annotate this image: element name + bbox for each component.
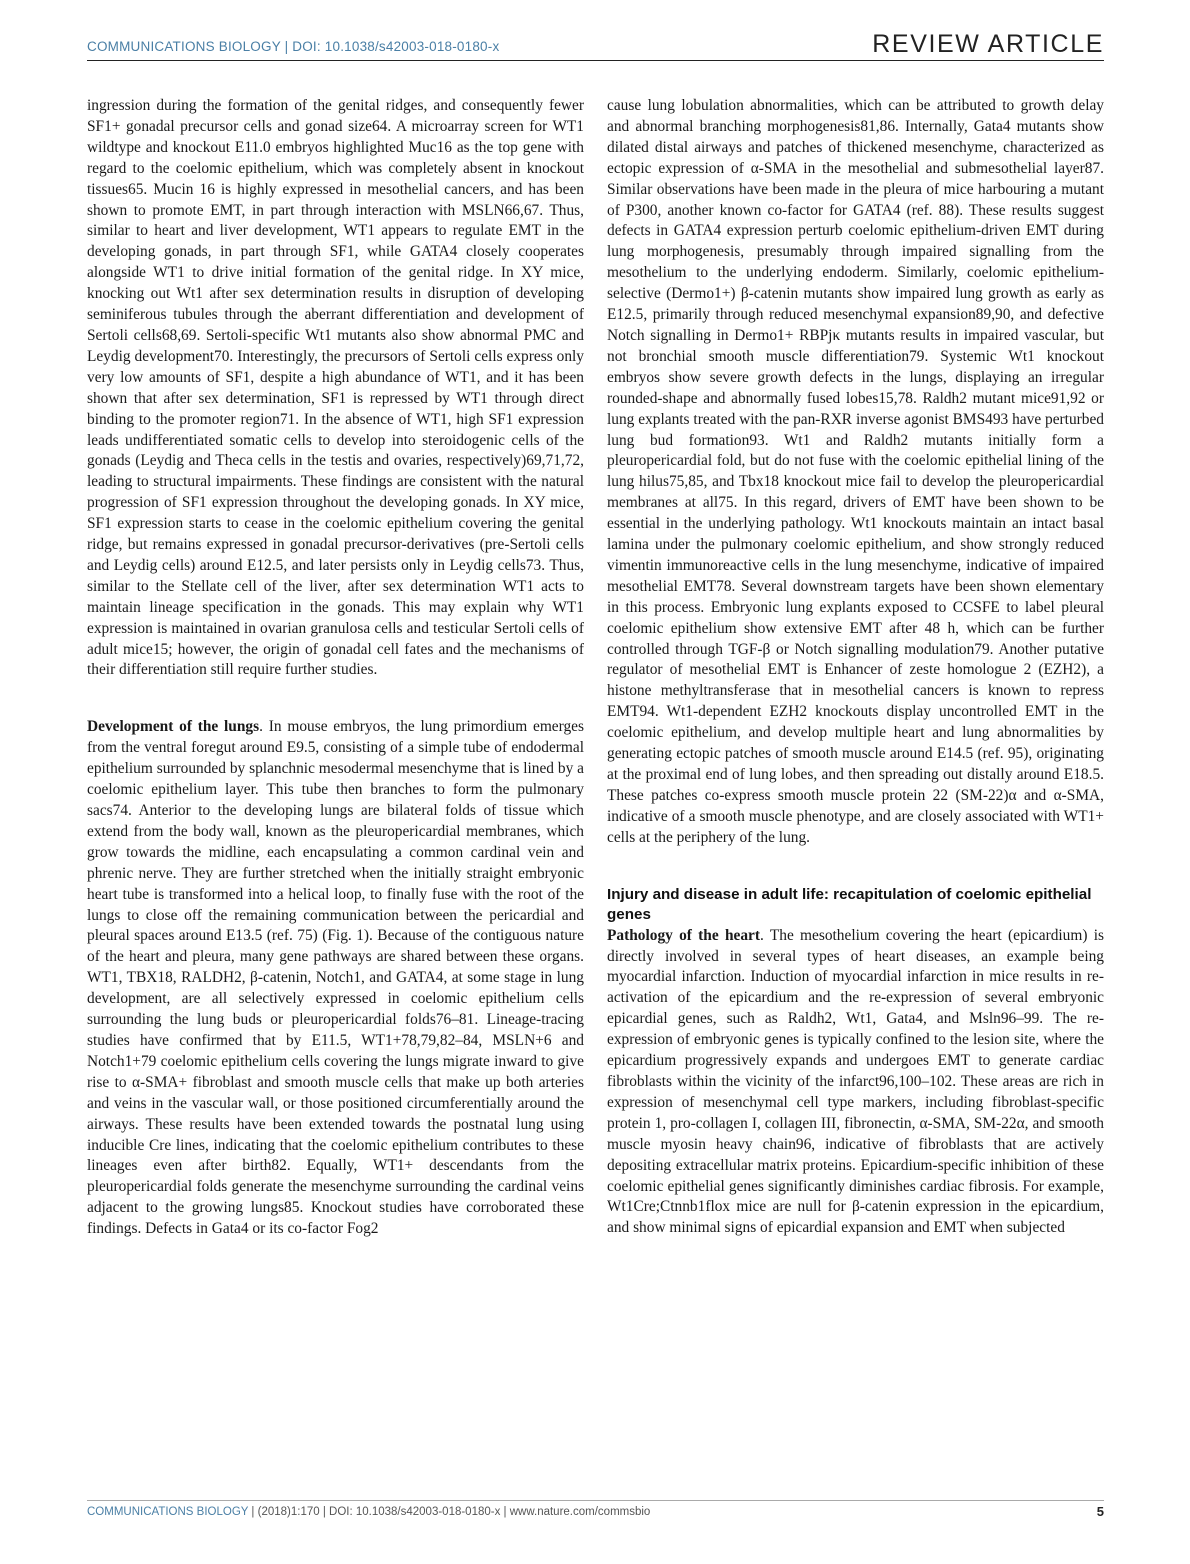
gonad-paragraph: ingression during the formation of the genital ridges, and consequently fewer SF1+ gonadal precursor cells and gonad size64. A microarray screen for WT1 wildtype and knockout E11.0 embryos highlighted Muc16 as the top gene with regard to the coelomic epithelium, which was completely absent in knockout tissues65. Mucin 16 is highly expressed in mesothelial cancers, and has been shown to promote EMT, in part through interaction with MSLN66,67. Thus, similar to heart and liver development, WT1 appears to regulate EMT in the developing gonads, in part through SF1, while GATA4 closely cooperates alongside WT1 to drive initial formation of the genital ridge. In XY mice, knocking out Wt1 after sex determination results in disruption of developing seminiferous tubules through the aberrant differentiation and development of Sertoli cells68,69. Sertoli-specific Wt1 mutants also show abnormal PMC and Leydig development70. Interestingly, the precursors of Sertoli cells express only very low amounts of SF1, despite a high abundance of WT1, and it has been shown that after sex determination, SF1 is repressed by WT1 through direct binding to the promoter region71. In the absence of WT1, high SF1 expression leads undifferentiated somatic cells to develop into steroidogenic cells of the gonads (Leydig and Theca cells in the testis and ovaries, respectively)69,71,72, leading to structural impairments. These findings are consistent with the natural progression of SF1 expression throughout the developing gonads. In XY mice, SF1 expression starts to cease in the coelomic epithelium covering the genital ridge, but remains expressed in gonadal precursor-derivatives (pre-Sertoli cells and Leydig cells) around E12.5, and later persists only in Leydig cells73. Thus, similar to the Stellate cell of the liver, after sex determination WT1 acts to maintain lineage specification in the gonads. This may explain why WT1 expression is maintained in ovarian granulosa cells and testicular Sertoli cells of adult mice15; however, the origin of gonadal cell fates and the mechanisms of their differentiation still require further studies. [87, 97, 584, 679]
lung-development-heading: Development of the lungs [87, 718, 260, 736]
page-footer [87, 1500, 1104, 1523]
footer-journal-name: COMMUNICATIONS BIOLOGY [87, 1506, 249, 1518]
left-column [87, 96, 584, 1240]
page-number: 5 [1096, 1504, 1104, 1519]
heart-pathology-text: . The mesothelium covering the heart (epicardium) is directly involved in several types of heart diseases, an example being myocardial infarction. Induction of myocardial infarction in mice results in re-activation of the epicardium and the re-expression of several embryonic epicardial genes, such as Raldh2, Wt1, Gata4, and Msln96–99. The re-expression of embryonic genes is typically confined to the lesion site, where the epicardium progressively expands and undergoes EMT to generate cardiac fibroblasts within the vicinity of the infarct96,100–102. These areas are rich in expression of mesenchymal cell type markers, including fibroblast-specific protein 1, pro-collagen I, collagen III, fibronectin, α-SMA, SM-22α, and smooth muscle myosin heavy chain96, indicative of fibroblasts that are actively depositing extracellular matrix proteins. Epicardium-specific inhibition of these coelomic epithelial genes significantly diminishes cardiac fibrosis. For example, Wt1Cre;Ctnnb1flox mice are null for β-catenin expression in the epicardium, and show minimal signs of epicardial expansion and EMT when subjected [607, 926, 1105, 1237]
running-head [87, 30, 1104, 61]
article-type-label: REVIEW ARTICLE [872, 30, 1104, 58]
paragraph-gap [87, 681, 584, 717]
section-gap [607, 849, 1104, 885]
footer-citation [87, 1506, 650, 1518]
footer-citation-text: | (2018)1:170 | DOI: 10.1038/s42003-018-0180-x | www.nature.com/commsbio [248, 1506, 651, 1518]
journal-doi-header: COMMUNICATIONS BIOLOGY | DOI: 10.1038/s42003-018-0180-x [87, 39, 500, 54]
lung-development-text: . In mouse embryos, the lung primordium emerges from the ventral foregut around E9.5, consisting of a simple tube of endodermal epithelium surrounded by splanchnic mesodermal mesenchyme that is lined by a coelomic epithelium layer. This tube then branches to form the pulmonary sacs74. Anterior to the developing lungs are bilateral folds of tissue which extend from the body wall, known as the pleuropericardial membranes, which grow towards the midline, each encapsulating a common cardinal vein and phrenic nerve. They are further stretched when the initially straight embryonic heart tube is transformed into a helical loop, to finally fuse with the root of the lungs to close off the remaining communication between the pericardial and pleural spaces around E13.5 (ref. 75) (Fig. 1). Because of the contiguous nature of the heart and pleura, many gene pathways are shared between these organs. WT1, TBX18, RALDH2, β-catenin, Notch1, and GATA4, at some stage in lung development, are all selectively expressed in coelomic epithelium cells surrounding the lung buds or pleuropericardial folds76–81. Lineage-tracing studies have confirmed that by E11.5, WT1+78,79,82–84, MSLN+6 and Notch1+79 coelomic epithelium cells covering the lungs migrate inward to give rise to α-SMA+ fibroblast and smooth muscle cells that make up both arteries and veins in the vascular wall, or those positioned circumferentially around the airways. These results have been extended towards the postnatal lung using inducible Cre lines, indicating that the coelomic epithelium contributes to these lineages even after birth82. Equally, WT1+ descendants from the pleuropericardial folds generate the mesenchyme surrounding the cardinal veins adjacent to the growing lungs85. Knockout studies have corroborated these findings. Defects in Gata4 or its co-factor Fog2 [87, 718, 584, 1238]
heart-pathology-paragraph [607, 926, 1104, 1240]
heart-pathology-heading: Pathology of the heart [607, 926, 761, 944]
right-column [607, 96, 1104, 1239]
section-heading: Injury and disease in adult life: recapitulation of coelomic epithelial genes [607, 885, 1092, 924]
lung-abnormalities-paragraph: cause lung lobulation abnormalities, which can be attributed to growth delay and abnormal branching morphogenesis81,86. Internally, Gata4 mutants show dilated distal airways and patches of thickened mesenchyme, characterized as ectopic expression of α-SMA in the mesothelial and submesothelial layer87. Similar observations have been made in the pleura of mice harbouring a mutant of P300, another known co-factor for GATA4 (ref. 88). These results suggest defects in GATA4 expression perturb coelomic epithelium-driven EMT during lung morphogenesis, presumably through impaired signalling from the mesothelium to the underlying endoderm. Similarly, coelomic epithelium-selective (Dermo1+) β-catenin mutants show impaired lung growth as early as E12.5, primarily through reduced mesenchymal expansion89,90, and defective Notch signalling in Dermo1+ RBPjκ mutants results in impaired vascular, but not bronchial smooth muscle differentiation79. Systemic Wt1 knockout embryos show severe growth defects in the lungs, displaying an irregular rounded-shape and abnormally fused lobes15,78. Raldh2 mutant mice91,92 or lung explants treated with the pan-RXR inverse agonist BMS493 have perturbed lung bud formation93. Wt1 and Raldh2 mutants initially form a pleuropericardial fold, but do not fuse with the coelomic epithelial lining of the lung hilus75,85, and Tbx18 knockout mice fail to develop the pleuropericardial membranes at all75. In this regard, drivers of EMT have been shown to be essential in the underlying pathology. Wt1 knockouts maintain an intact basal lamina under the pulmonary coelomic epithelium, and show strongly reduced vimentin immunoreactive cells in the lung mesenchyme, indicative of impaired mesothelial EMT78. Several downstream targets have been shown elementary in this process. Embryonic lung explants exposed to CCSFE to label pleural coelomic epithelium show extensive EMT after 48 h, which can be further controlled through TGF-β or Notch signalling modulation79. Another putative regulator of mesothelial EMT is Enhancer of zeste homologue 2 (EZH2), a histone methyltransferase that in mesothelial cancers is known to repress EMT94. Wt1-dependent EZH2 knockouts display uncontrolled EMT in the coelomic epithelium, and develop multiple heart and lung abnormalities by generating ectopic patches of smooth muscle around E14.5 (ref. 95), originating at the proximal end of lung lobes, and then spreading out distally around E18.5. These patches co-express smooth muscle protein 22 (SM-22)α and α-SMA, indicative of a smooth muscle phenotype, and are closely associated with WT1+ cells at the periphery of the lung. [607, 97, 1104, 846]
lung-development-paragraph [87, 717, 584, 1240]
